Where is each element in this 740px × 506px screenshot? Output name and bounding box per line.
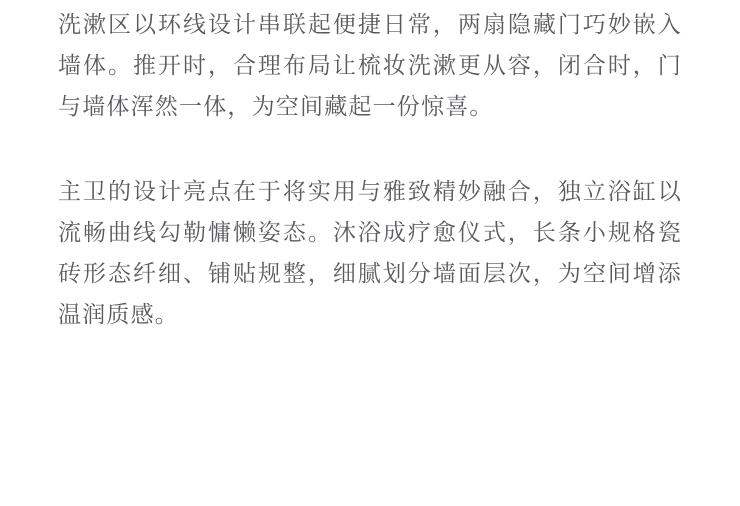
article-body xyxy=(58,0,682,335)
paragraph-2: 主卫的设计亮点在于将实用与雅致精妙融合，独立浴缸以流畅曲线勾勒慵懒姿态。沐浴成疗愈仪式，长条小规格瓷砖形态纤细、铺贴规整，细腻划分墙面层次，为空间增添温润质感。 xyxy=(58,178,682,327)
paragraph-1: 洗漱区以环线设计串联起便捷日常，两扇隐藏门巧妙嵌入墙体。推开时，合理布局让梳妆洗漱更从容，闭合时，门与墙体浑然一体，为空间藏起一份惊喜。 xyxy=(58,11,682,119)
